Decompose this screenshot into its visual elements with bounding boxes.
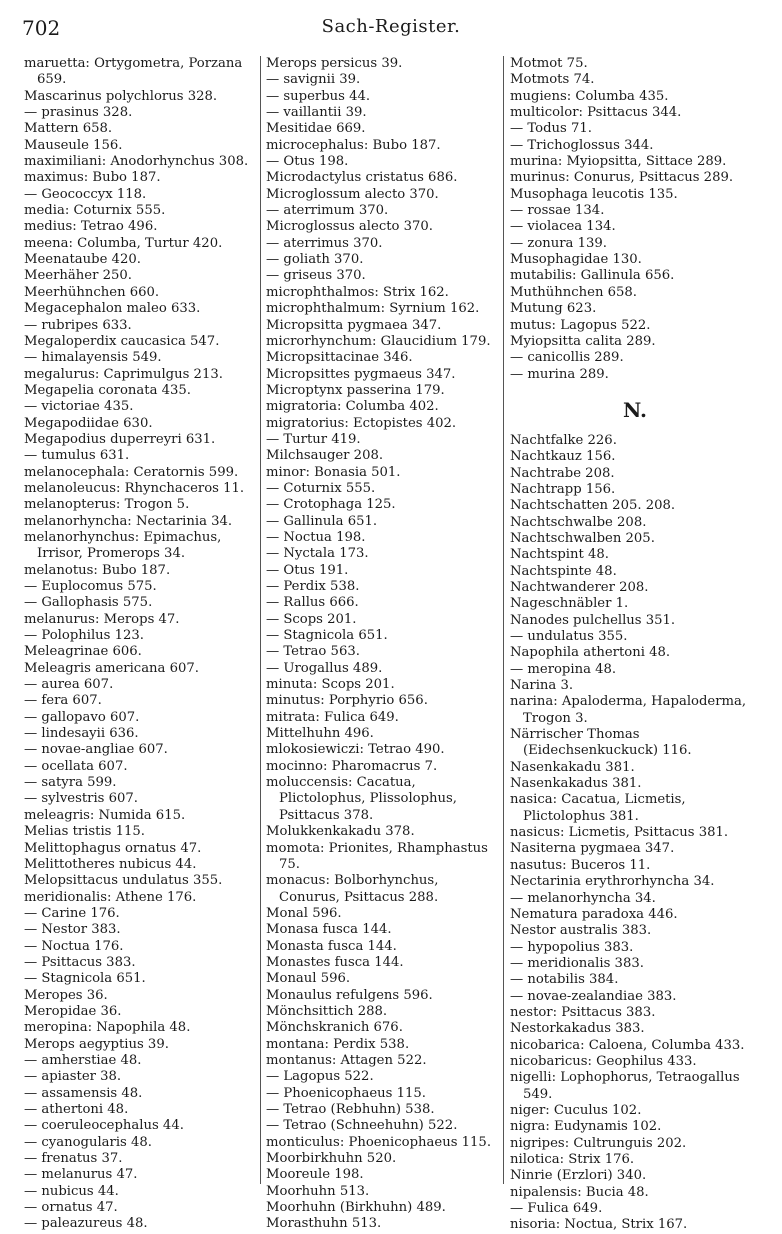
index-entry: nipalensis: Bucia 48. xyxy=(510,1184,649,1200)
index-entry: Monal 596. xyxy=(266,905,342,921)
index-entry: Meerhühnchen 660. xyxy=(24,284,160,300)
index-column-left xyxy=(24,56,256,1233)
index-entry: Motmots 74. xyxy=(510,72,595,88)
index-entry: — aurea 607. xyxy=(24,677,114,693)
index-entry: Micropsittacinae 346. xyxy=(266,350,413,366)
index-entry: Molukkenkakadu 378. xyxy=(266,824,415,840)
index-entry: — Urogallus 489. xyxy=(266,660,383,676)
index-entry: Nachtschwalben 205. xyxy=(510,530,655,546)
index-entry: Meropes 36. xyxy=(24,987,108,1003)
running-head: Sach-Register. xyxy=(321,16,461,37)
index-entry: Melittophagus ornatus 47. xyxy=(24,840,202,856)
index-entry: Nageschnäbler 1. xyxy=(510,596,629,612)
index-entry: Mattern 658. xyxy=(24,121,113,137)
index-entry: — Otus 191. xyxy=(266,562,349,578)
index-entry: minuta: Scops 201. xyxy=(266,677,395,693)
index-entry: Mesitidae 669. xyxy=(266,121,366,137)
index-entry: nicobaricus: Geophilus 433. xyxy=(510,1053,697,1069)
index-entry: Mönchsittich 288. xyxy=(266,1003,388,1019)
index-entry: Monastes fusca 144. xyxy=(266,954,404,970)
index-entry: Meropidae 36. xyxy=(24,1003,122,1019)
index-entry: — canicollis 289. xyxy=(510,350,624,366)
index-entry: — Tetrao (Schneehuhn) 522. xyxy=(266,1118,458,1134)
index-entry: Meerhäher 250. xyxy=(24,268,132,284)
index-entry: meena: Columba, Turtur 420. xyxy=(24,235,223,251)
index-entry: — murina 289. xyxy=(510,366,609,382)
index-entry: nisoria: Noctua, Strix 167. xyxy=(510,1217,688,1233)
index-entry: mutus: Lagopus 522. xyxy=(510,317,651,333)
index-entry: Monaul 596. xyxy=(266,971,351,987)
index-entry: — ornatus 47. xyxy=(24,1200,118,1216)
index-entry: — Fulica 649. xyxy=(510,1201,603,1217)
index-entry: Nachtspinte 48. xyxy=(510,563,617,579)
index-entry: Ninrie (Erzlori) 340. xyxy=(510,1168,647,1184)
index-entry: monacus: Bolborhynchus, Conurus, Psittacus 288. xyxy=(266,873,439,905)
index-entry: multicolor: Psittacus 344. xyxy=(510,105,682,121)
index-entry: maximiliani: Anodorhynchus 308. xyxy=(24,154,249,170)
index-entry: Nectarinia erythrorhyncha 34. xyxy=(510,874,715,890)
index-column-right xyxy=(510,56,760,1234)
index-entry: — novae-zealandiae 383. xyxy=(510,988,677,1004)
index-entry: Nachtrabe 208. xyxy=(510,465,615,481)
index-entry: migratoria: Columba 402. xyxy=(266,399,439,415)
index-entry: microrhynchum: Glaucidium 179. xyxy=(266,333,491,349)
index-entry: montanus: Attagen 522. xyxy=(266,1052,427,1068)
index-entry: mocinno: Pharomacrus 7. xyxy=(266,758,438,774)
index-entry: Megaloperdix caucasica 547. xyxy=(24,333,220,349)
index-entry: nasutus: Buceros 11. xyxy=(510,857,651,873)
index-entry: Myiopsitta calita 289. xyxy=(510,333,656,349)
index-entry: Moorhuhn 513. xyxy=(266,1183,370,1199)
index-entry: Mascarinus polychlorus 328. xyxy=(24,88,218,104)
index-entry: melanorhyncha: Nectarinia 34. xyxy=(24,513,233,529)
index-entry: nigripes: Cultrunguis 202. xyxy=(510,1135,687,1151)
index-entry: Nasenkakadus 381. xyxy=(510,776,642,792)
index-entry: — Rallus 666. xyxy=(266,595,359,611)
column-divider xyxy=(260,56,261,1184)
index-entry: — cyanogularis 48. xyxy=(24,1134,152,1150)
index-entry: melanocephala: Ceratornis 599. xyxy=(24,464,239,480)
index-entry: medius: Tetrao 496. xyxy=(24,219,158,235)
index-entry: Microdactylus cristatus 686. xyxy=(266,170,458,186)
index-entry: Nasiterna pygmaea 347. xyxy=(510,841,675,857)
index-entry: Megapodius duperreyri 631. xyxy=(24,431,216,447)
index-entry: Nachtrapp 156. xyxy=(510,481,616,497)
index-entry: Nachtwanderer 208. xyxy=(510,579,649,595)
index-entry: meropina: Napophila 48. xyxy=(24,1020,191,1036)
index-entry: — zonura 139. xyxy=(510,235,607,251)
page-header xyxy=(0,0,782,46)
index-entry: — assamensis 48. xyxy=(24,1085,143,1101)
index-entry: — Stagnicola 651. xyxy=(24,971,146,987)
index-entry: Nanodes pulchellus 351. xyxy=(510,612,676,628)
index-entry: — notabilis 384. xyxy=(510,972,619,988)
index-entry: — Otus 198. xyxy=(266,154,349,170)
index-entry: nigra: Eudynamis 102. xyxy=(510,1119,662,1135)
index-entry: mlokosiewiczi: Tetrao 490. xyxy=(266,742,445,758)
index-entry: — amherstiae 48. xyxy=(24,1052,142,1068)
index-entry: Megapelia coronata 435. xyxy=(24,382,191,398)
index-entry: Nestorkakadus 383. xyxy=(510,1021,645,1037)
index-entry: Motmot 75. xyxy=(510,56,588,71)
index-entry: — Carine 176. xyxy=(24,905,120,921)
index-entry: — coeruleocephalus 44. xyxy=(24,1118,184,1134)
index-entry: — prasinus 328. xyxy=(24,105,133,121)
index-entry: narina: Apaloderma, Hapaloderma, Trogon 3. xyxy=(510,694,747,726)
index-entry: — Lagopus 522. xyxy=(266,1069,374,1085)
index-entry: Melittotheres nubicus 44. xyxy=(24,856,197,872)
index-entry: Nachtspint 48. xyxy=(510,547,609,563)
index-entry: montana: Perdix 538. xyxy=(266,1036,410,1052)
index-entry: Nachtschatten 205. 208. xyxy=(510,498,676,514)
index-entry: Megacephalon maleo 633. xyxy=(24,301,201,317)
index-entry: — melanurus 47. xyxy=(24,1167,138,1183)
index-entry: Närrischer Thomas (Eidechsenkuckuck) 116. xyxy=(510,727,692,759)
column-divider xyxy=(503,56,504,1184)
index-entry: maruetta: Ortygometra, Porzana 659. xyxy=(24,56,243,88)
index-entry: — aterrimum 370. xyxy=(266,203,389,219)
index-entry: monticulus: Phoenicophaeus 115. xyxy=(266,1134,492,1150)
index-entry: — savignii 39. xyxy=(266,72,361,88)
index-entry: — apiaster 38. xyxy=(24,1069,122,1085)
index-entry: Nasenkakadu 381. xyxy=(510,759,635,775)
index-entry: Melias tristis 115. xyxy=(24,824,145,840)
index-entry: — Perdix 538. xyxy=(266,579,360,594)
index-entry: — Nyctala 173. xyxy=(266,546,369,562)
index-entry: — gallopavo 607. xyxy=(24,709,140,725)
index-entry: melanoleucus: Rhynchaceros 11. xyxy=(24,480,245,496)
index-entry: nasica: Cacatua, Licmetis, Plictolophus 381. xyxy=(510,792,686,824)
index-entry: Megapodiidae 630. xyxy=(24,415,153,431)
index-entry: — ocellata 607. xyxy=(24,758,128,774)
index-entry: megalurus: Caprimulgus 213. xyxy=(24,366,223,382)
index-entry: — nubicus 44. xyxy=(24,1183,119,1199)
index-entry: mugiens: Columba 435. xyxy=(510,88,669,104)
index-entry: — rubripes 633. xyxy=(24,317,132,333)
index-entry: — satyra 599. xyxy=(24,775,117,791)
index-entry: Moorhuhn (Birkhuhn) 489. xyxy=(266,1200,446,1216)
index-entry: nilotica: Strix 176. xyxy=(510,1152,635,1167)
index-entry: — Trichoglossus 344. xyxy=(510,137,654,153)
index-entry: — aterrimus 370. xyxy=(266,235,383,251)
index-entry: — Coturnix 555. xyxy=(266,480,376,496)
index-entry: — Stagnicola 651. xyxy=(266,628,388,644)
index-column-middle xyxy=(266,56,498,1233)
index-entry: Moorbirkhuhn 520. xyxy=(266,1151,397,1167)
index-entry: — athertoni 48. xyxy=(24,1102,129,1117)
index-entry: Nachtfalke 226. xyxy=(510,432,617,448)
index-entry: Napophila athertoni 48. xyxy=(510,645,671,661)
index-entry: — hypopolius 383. xyxy=(510,939,634,955)
index-entry: Micropsitta pygmaea 347. xyxy=(266,317,442,333)
index-entry: — sylvestris 607. xyxy=(24,791,138,807)
index-entry: Merops aegyptius 39. xyxy=(24,1036,169,1052)
index-entry: moluccensis: Cacatua, Plictolophus, Plissolophus, Psittacus 378. xyxy=(266,775,457,823)
index-entry: Merops persicus 39. xyxy=(266,56,403,71)
index-entry: Monasa fusca 144. xyxy=(266,922,392,938)
index-entry: Monasta fusca 144. xyxy=(266,938,397,954)
index-entry: Muthühnchen 658. xyxy=(510,284,638,300)
index-entry: meleagris: Numida 615. xyxy=(24,807,186,823)
index-entry: — Phoenicophaeus 115. xyxy=(266,1085,426,1101)
index-entry: Microglossus alecto 370. xyxy=(266,219,434,235)
index-entry: Mönchskranich 676. xyxy=(266,1020,403,1036)
index-entry: — vaillantii 39. xyxy=(266,105,367,121)
index-entry: murina: Myiopsitta, Sittace 289. xyxy=(510,154,727,170)
index-entry: Meenataube 420. xyxy=(24,252,141,268)
index-entry: nicobarica: Caloena, Columba 433. xyxy=(510,1037,745,1053)
section-heading-letter: N. xyxy=(623,397,647,422)
index-entry: — Noctua 198. xyxy=(266,529,366,545)
index-entry: minutus: Porphyrio 656. xyxy=(266,693,428,709)
index-entry: — tumulus 631. xyxy=(24,448,130,464)
index-entry: microphthalmos: Strix 162. xyxy=(266,284,449,300)
index-entry: — melanorhyncha 34. xyxy=(510,890,656,906)
index-entry: — superbus 44. xyxy=(266,88,371,104)
page-number: 702 xyxy=(22,16,61,40)
index-entry: — Geococcyx 118. xyxy=(24,186,147,202)
index-entry: Mutung 623. xyxy=(510,301,597,317)
index-entry: Milchsauger 208. xyxy=(266,448,384,464)
index-entry: maximus: Bubo 187. xyxy=(24,170,161,186)
index-entry: — meropina 48. xyxy=(510,661,617,677)
index-entry: — violacea 134. xyxy=(510,219,616,235)
index-entry: — himalayensis 549. xyxy=(24,350,162,366)
index-entry: Musophagidae 130. xyxy=(510,252,642,268)
index-entry: Mauseule 156. xyxy=(24,137,123,153)
index-entry: meridionalis: Athene 176. xyxy=(24,889,197,905)
index-entry: — Todus 71. xyxy=(510,121,592,137)
index-entry: Mooreule 198. xyxy=(266,1167,364,1183)
index-entry: — Nestor 383. xyxy=(24,922,121,938)
index-entry: — Gallophasis 575. xyxy=(24,595,153,611)
index-entry: nigelli: Lophophorus, Tetraogallus 549. xyxy=(510,1070,740,1102)
index-entry: Nachtschwalbe 208. xyxy=(510,514,647,530)
index-entry: nasicus: Licmetis, Psittacus 381. xyxy=(510,825,729,841)
index-entry: Musophaga leucotis 135. xyxy=(510,186,678,202)
index-entry: — Gallinula 651. xyxy=(266,513,378,529)
index-entry: Microglossum alecto 370. xyxy=(266,186,439,202)
index-entry: melanorhynchus: Epimachus, Irrisor, Promerops 34. xyxy=(24,529,222,562)
index-entry: — undulatus 355. xyxy=(510,629,628,644)
index-entry: Nestor australis 383. xyxy=(510,923,652,939)
index-entry: — goliath 370. xyxy=(266,252,364,268)
index-entry: Narina 3. xyxy=(510,678,574,694)
index-entry: Nachtkauz 156. xyxy=(510,449,616,465)
index-entry: — Tetrao (Rebhuhn) 538. xyxy=(266,1102,435,1117)
index-entry: murinus: Conurus, Psittacus 289. xyxy=(510,170,734,186)
index-entry: — Euplocomus 575. xyxy=(24,579,157,594)
index-entry: Melopsittacus undulatus 355. xyxy=(24,873,223,889)
index-entry: — Crotophaga 125. xyxy=(266,497,396,513)
index-entry: — frenatus 37. xyxy=(24,1151,123,1167)
index-entry: Meleagrinae 606. xyxy=(24,644,142,660)
index-entry: microphthalmum: Syrnium 162. xyxy=(266,301,480,317)
index-entry: melanotus: Bubo 187. xyxy=(24,562,171,578)
index-entry: microcephalus: Bubo 187. xyxy=(266,137,441,153)
index-entry: media: Coturnix 555. xyxy=(24,203,166,219)
index-entry: — novae-angliae 607. xyxy=(24,742,168,758)
index-entry: Mittelhuhn 496. xyxy=(266,726,374,742)
index-entry: Microptynx passerina 179. xyxy=(266,382,445,398)
index-entry: — rossae 134. xyxy=(510,203,605,219)
index-entry: Micropsittes pygmaeus 347. xyxy=(266,366,456,382)
index-entry: — lindesayii 636. xyxy=(24,726,139,742)
index-entry: — Psittacus 383. xyxy=(24,954,136,970)
index-entry: — Noctua 176. xyxy=(24,938,124,954)
index-entry: mitrata: Fulica 649. xyxy=(266,709,399,725)
index-entry: — griseus 370. xyxy=(266,268,366,284)
index-entry: Nematura paradoxa 446. xyxy=(510,906,678,922)
index-entry: — paleazureus 48. xyxy=(24,1216,148,1232)
index-entry: nestor: Psittacus 383. xyxy=(510,1004,656,1020)
index-entry: — fera 607. xyxy=(24,693,102,709)
index-entry: — Tetrao 563. xyxy=(266,644,360,660)
index-entry: Morasthuhn 513. xyxy=(266,1216,382,1232)
index-entry: melanurus: Merops 47. xyxy=(24,611,180,627)
index-entry: — victoriae 435. xyxy=(24,399,134,415)
index-entry: Monaulus refulgens 596. xyxy=(266,987,433,1003)
index-entry: Meleagris americana 607. xyxy=(24,660,199,676)
index-entry: momota: Prionites, Rhamphastus 75. xyxy=(266,840,488,872)
index-entry: niger: Cuculus 102. xyxy=(510,1102,642,1118)
index-entry: — meridionalis 383. xyxy=(510,955,644,971)
index-entry: — Scops 201. xyxy=(266,611,357,627)
index-entry: minor: Bonasia 501. xyxy=(266,464,401,480)
index-entry: mutabilis: Gallinula 656. xyxy=(510,268,675,284)
index-entry: — Polophilus 123. xyxy=(24,628,145,644)
index-entry: melanopterus: Trogon 5. xyxy=(24,497,190,513)
index-entry: migratorius: Ectopistes 402. xyxy=(266,415,457,431)
index-entry: — Turtur 419. xyxy=(266,431,361,447)
